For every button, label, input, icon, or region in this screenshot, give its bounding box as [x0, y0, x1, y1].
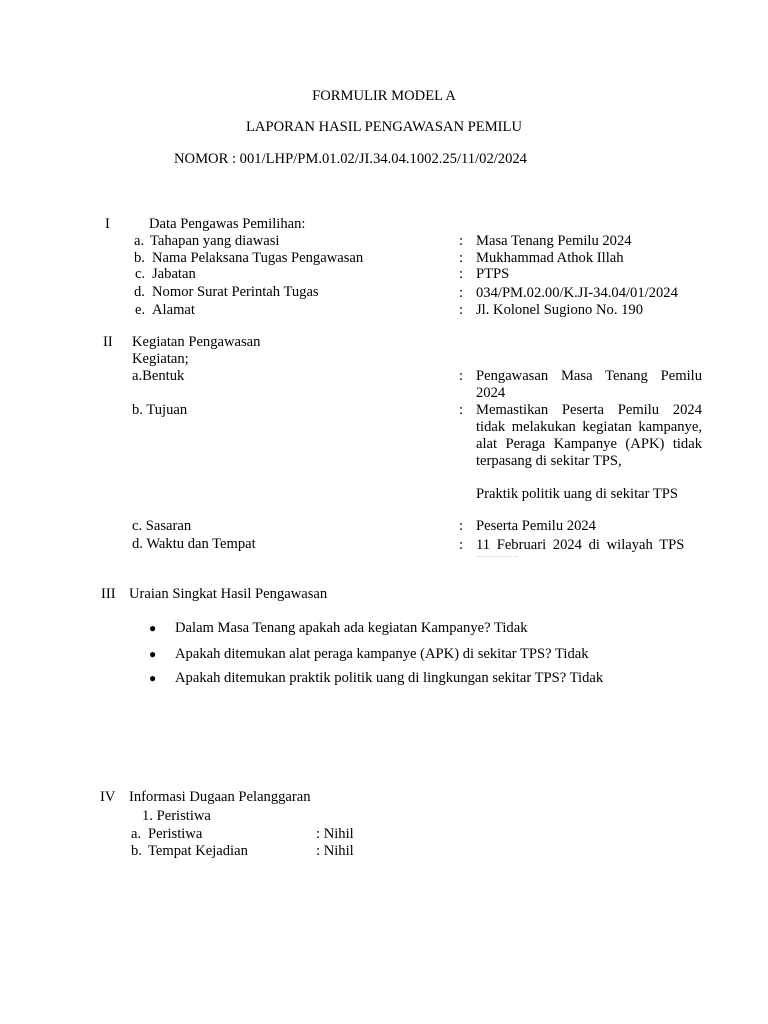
- row-colon: :: [459, 233, 464, 249]
- bullet-text: Apakah ditemukan praktik politik uang di lingkungan sekitar TPS? Tidak: [175, 670, 604, 686]
- section-4-subheading: 1. Peristiwa: [142, 808, 211, 824]
- bullet-icon: ●: [149, 671, 157, 685]
- row-value: PTPS: [476, 266, 510, 282]
- form-title: FORMULIR MODEL A: [312, 88, 456, 104]
- row-label: Nomor Surat Perintah Tugas: [152, 284, 319, 300]
- row-value-continued: Praktik politik uang di sekitar TPS: [476, 486, 679, 502]
- section-2-subtitle: Kegiatan;: [132, 351, 189, 367]
- section-3-title: Uraian Singkat Hasil Pengawasan: [129, 586, 328, 602]
- row-marker: d.: [134, 284, 145, 300]
- row-colon: :: [459, 266, 464, 282]
- row-value: Memastikan Peserta Pemilu 2024 tidak melakukan kegiatan kampanye, alat Peraga Kampanye (APK) tidak terpasang di sekitar TPS,: [476, 402, 702, 469]
- row-label: Tahapan yang diawasi: [150, 233, 280, 249]
- row-label: b. Tujuan: [132, 402, 188, 418]
- row-colon: :: [459, 368, 464, 384]
- section-2-title: Kegiatan Pengawasan: [132, 334, 261, 350]
- row-colon: :: [459, 250, 464, 266]
- bullet-icon: ●: [149, 621, 157, 635]
- row-marker: a.: [134, 233, 145, 249]
- row-value: Masa Tenang Pemilu 2024: [476, 233, 632, 249]
- section-4-numeral: IV: [100, 789, 116, 805]
- section-2-numeral: II: [103, 334, 113, 350]
- report-title: LAPORAN HASIL PENGAWASAN PEMILU: [246, 119, 522, 135]
- row-label: c. Sasaran: [132, 518, 192, 534]
- row-colon: :: [459, 402, 464, 418]
- row-value: Pengawasan Masa Tenang Pemilu 2024: [476, 368, 702, 401]
- row-value: Jl. Kolonel Sugiono No. 190: [476, 302, 644, 318]
- row-colon: :: [459, 518, 464, 534]
- row-marker: b.: [134, 250, 145, 266]
- row-label: Tempat Kejadian: [148, 843, 248, 859]
- row-value: Mukhammad Athok Illah: [476, 250, 624, 266]
- bullet-icon: ●: [149, 647, 157, 661]
- document-number: NOMOR : 001/LHP/PM.01.02/JI.34.04.1002.25/11/02/2024: [174, 151, 527, 167]
- row-label: a.Bentuk: [132, 368, 185, 384]
- section-1-title: Data Pengawas Pemilihan:: [149, 216, 306, 232]
- row-label: d. Waktu dan Tempat: [132, 536, 256, 552]
- row-value: : Nihil: [316, 843, 354, 859]
- row-label: Alamat: [152, 302, 195, 318]
- section-4-title: Informasi Dugaan Pelanggaran: [129, 789, 311, 805]
- row-marker: b.: [131, 843, 142, 859]
- row-label: Peristiwa: [148, 826, 203, 842]
- row-value: 11 Februari 2024 di wilayah TPS: [476, 537, 685, 553]
- row-marker: e.: [135, 302, 146, 318]
- section-1-numeral: I: [105, 216, 110, 232]
- row-value: : Nihil: [316, 826, 354, 842]
- row-marker: c.: [135, 266, 146, 282]
- bullet-text: Apakah ditemukan alat peraga kampanye (APK) di sekitar TPS? Tidak: [175, 646, 589, 662]
- row-value: Peserta Pemilu 2024: [476, 518, 596, 534]
- row-colon: :: [459, 302, 464, 318]
- row-label: Nama Pelaksana Tugas Pengawasan: [152, 250, 364, 266]
- dotted-placeholder-line: [476, 556, 518, 557]
- row-colon: :: [459, 285, 464, 301]
- bullet-text: Dalam Masa Tenang apakah ada kegiatan Kampanye? Tidak: [175, 620, 528, 636]
- row-colon: :: [459, 537, 464, 553]
- section-3-numeral: III: [101, 586, 116, 602]
- row-marker: a.: [131, 826, 142, 842]
- row-value: 034/PM.02.00/K.JI-34.04/01/2024: [476, 285, 678, 301]
- row-label: Jabatan: [152, 266, 196, 282]
